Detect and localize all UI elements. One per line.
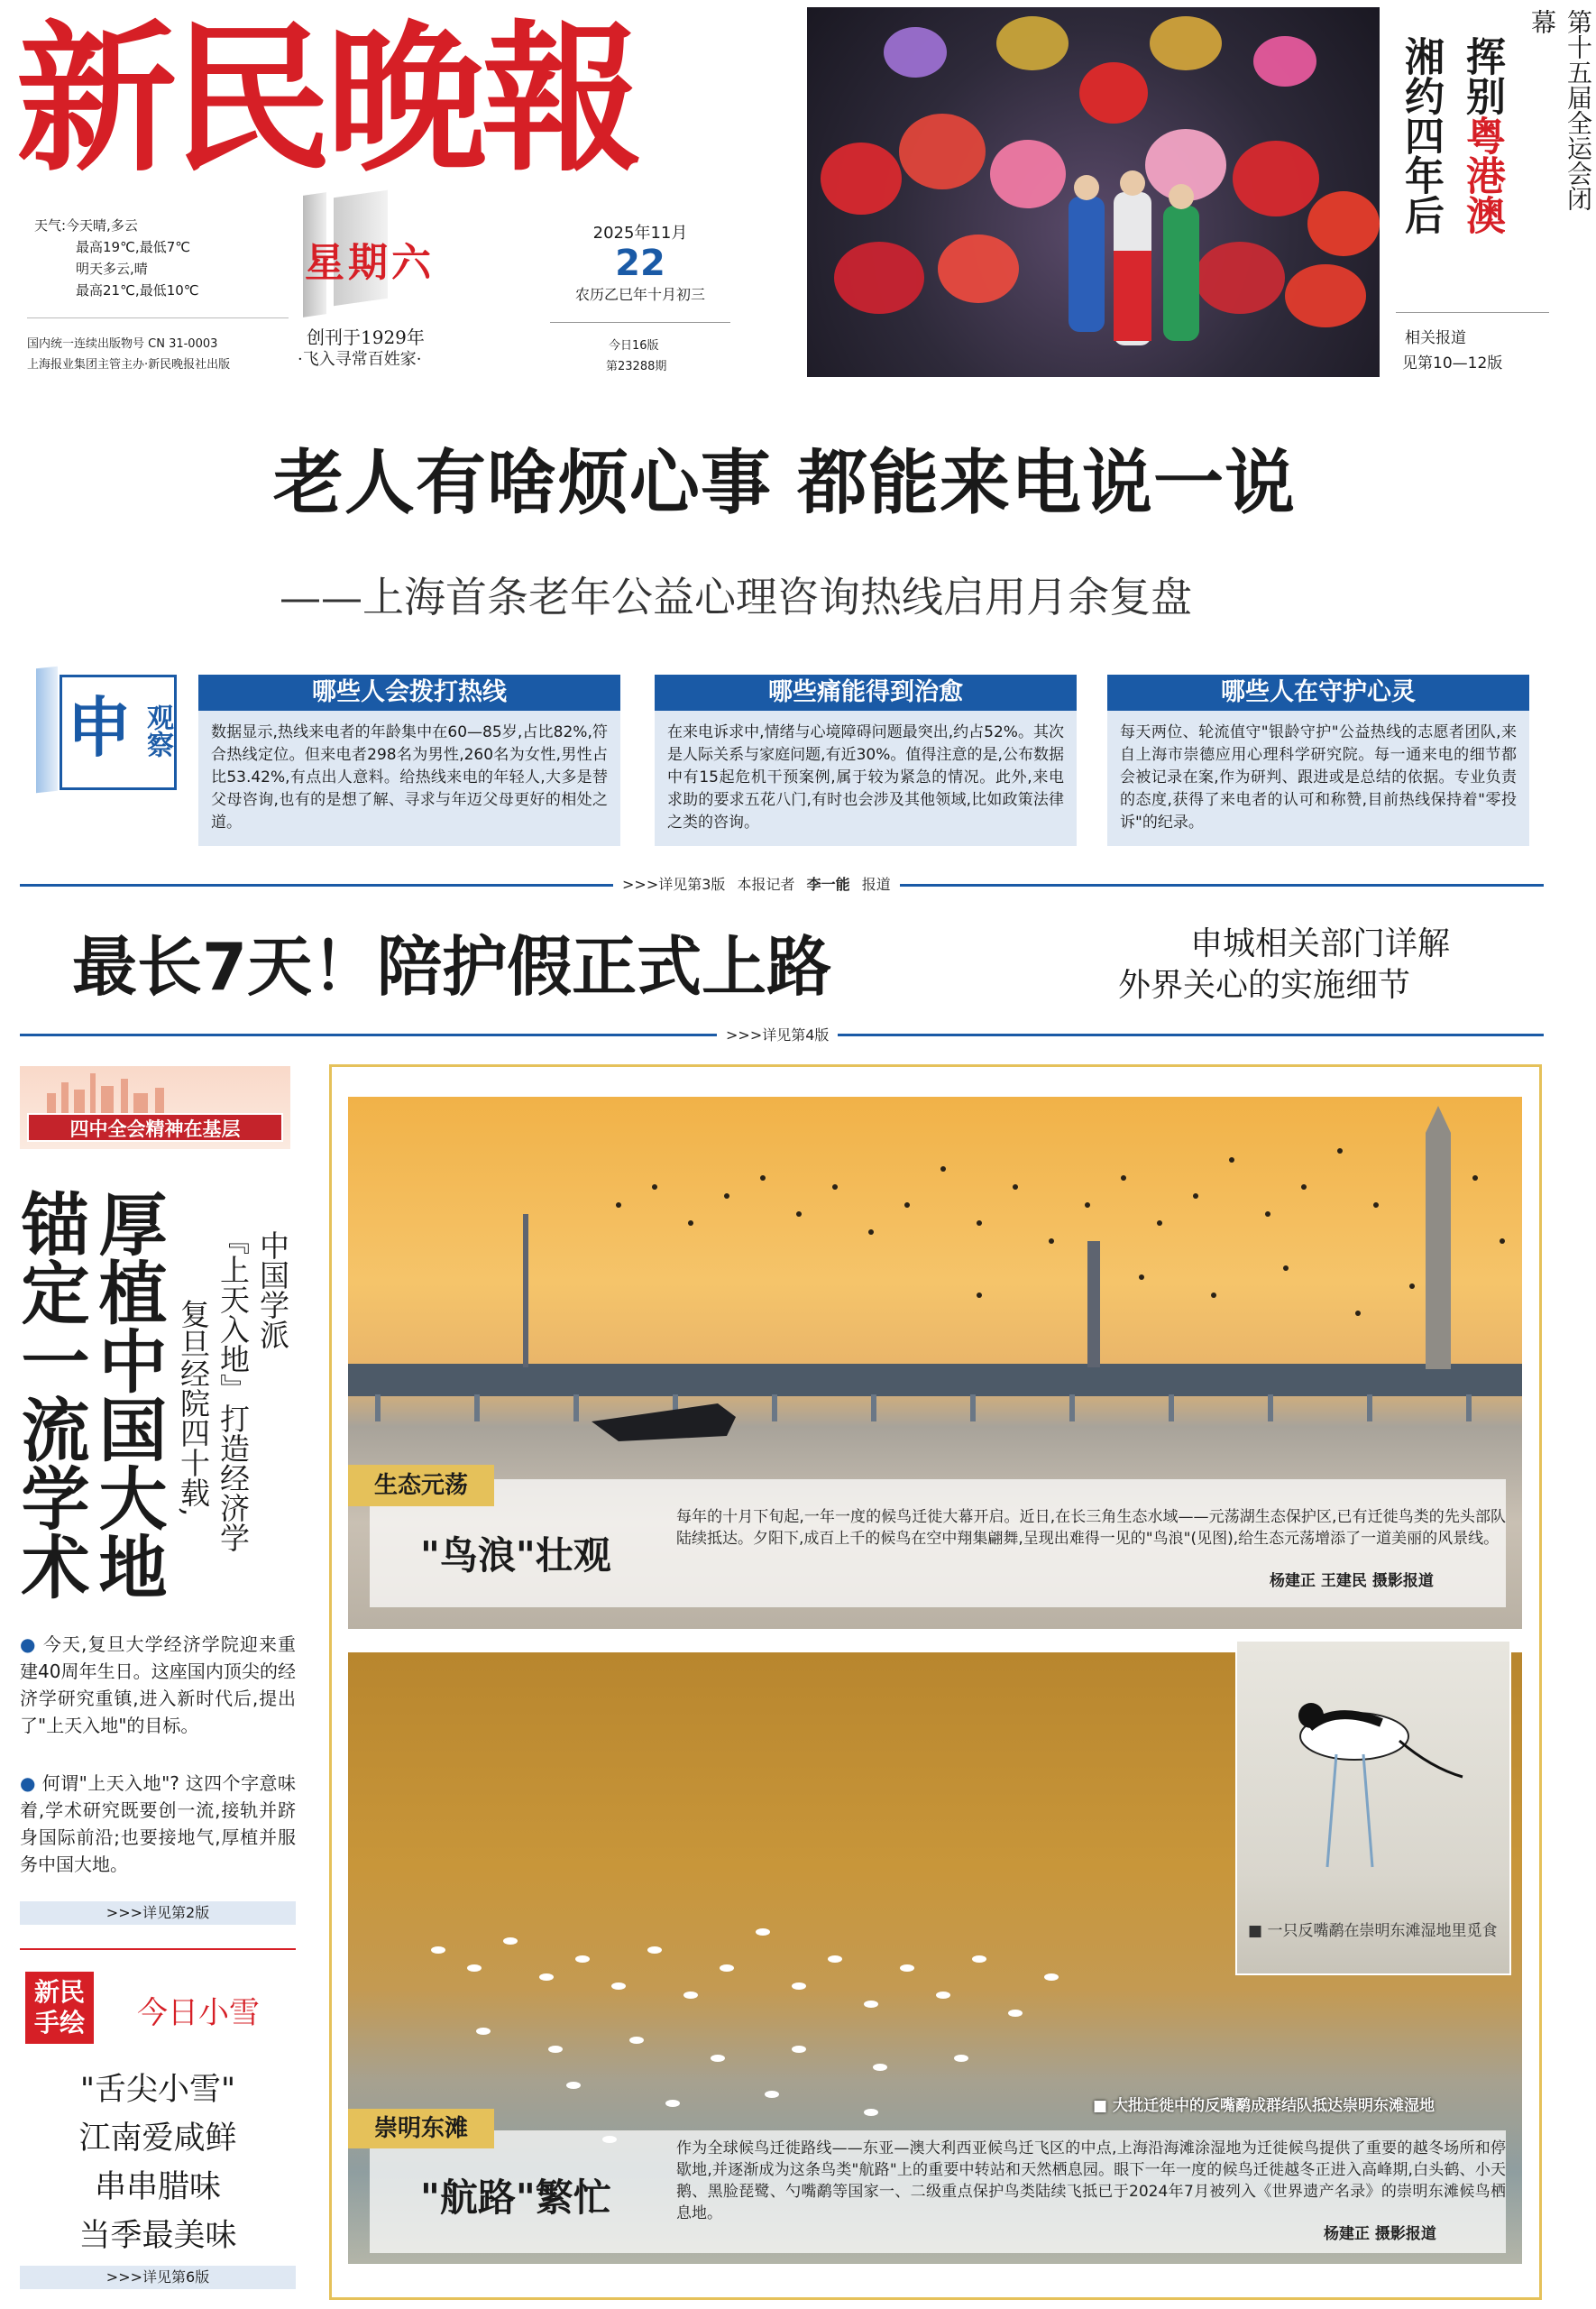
box3-title: 哪些人在守护心灵 — [1107, 675, 1529, 711]
main-photo-caption: ■ 大批迁徙中的反嘴鹬成群结队抵达崇明东滩湿地 — [1093, 2097, 1435, 2115]
left-para1: ● 今天,复旦大学经济学院迎来重建40周年生日。这座国内顶尖的经济学研究重镇,进入新时代后,提出了"上天入地"的目标。 — [20, 1633, 296, 1736]
issue-number: 第23288期 — [606, 360, 667, 373]
games-closing-vertical-title: 第十五届全运会闭幕 — [1527, 9, 1593, 211]
snow-line-3: 串串腊味 — [94, 2169, 221, 2205]
skyline-decoration — [20, 1066, 290, 1120]
byline-name: 李一能 — [806, 876, 850, 893]
photo2-title: "航路"繁忙 — [420, 2176, 611, 2220]
left-see-ref[interactable]: >>>详见第2版 — [20, 1901, 296, 1925]
second-deck-line2: 外界关心的实施细节 — [1118, 967, 1411, 1004]
left-para2-text: 何谓"上天入地"? 这四个字意味着,学术研究既要创一流,接轨并跻身国际前沿;也要接地气,厚植并服务中国大地。 — [20, 1772, 296, 1875]
second-headline: 最长7天！陪护假正式上路 — [72, 929, 832, 1005]
cn-number: 国内统一连续出版物号 CN 31-0003 — [27, 337, 218, 351]
shen-observation-badge — [36, 667, 180, 794]
related-label[interactable]: 相关报道 — [1405, 329, 1466, 347]
masthead-title: 新民晚報 — [16, 5, 637, 193]
top-story-line2: 湘约四年后 — [1398, 36, 1444, 235]
photo1-tag: 生态元荡 — [348, 1465, 494, 1506]
weekday: 星期六 — [305, 240, 435, 286]
lunar-date: 农历乙巳年十月初三 — [574, 286, 705, 303]
section-tag-box — [20, 1066, 290, 1149]
date-block — [546, 220, 735, 304]
pages-count: 今日16版 — [609, 339, 659, 353]
snow-title: 今日小雪 — [137, 1995, 260, 2031]
section-tag: 四中全会精神在基层 — [27, 1113, 283, 1142]
inset-caption: ■ 一只反嘴鹬在崇明东滩湿地里觅食 — [1248, 1922, 1498, 1940]
badge-big-char: 申 — [67, 690, 133, 766]
snow-line-1: "舌尖小雪" — [79, 2072, 236, 2108]
left-headline-col1: 厚植中国大地 — [87, 1189, 168, 1600]
top-story-line1-prefix: 挥别 — [1459, 36, 1505, 115]
closing-ceremony-photo — [807, 7, 1380, 377]
left-deck-col1: 中国学派 — [255, 1230, 290, 1349]
hand-drawn-badge-text: 新民手绘 — [33, 1977, 85, 2038]
badge-small-chars: 观察 — [142, 704, 173, 758]
left-deck-col2: 『上天入地』打造经济学 — [216, 1225, 251, 1552]
slogan: ·飞入寻常百姓家· — [298, 350, 422, 369]
box2-body: 在来电诉求中,情绪与心境障碍问题最突出,约占52%。其次是人际关系与家庭问题,有近30%。值得注意的是,公布数据中有15起危机干预案例,属于较为紧急的情况。此外,来电求助的要求五花八门,有时也会涉及其他领域,比如政策法律之类的咨询。 — [655, 711, 1077, 846]
box1-title: 哪些人会拨打热线 — [198, 675, 620, 711]
snow-line-2: 江南爱咸鲜 — [78, 2120, 237, 2157]
photo1-credit: 杨建正 王建民 摄影报道 — [1270, 1572, 1434, 1590]
hand-drawn-badge — [25, 1972, 94, 2044]
photo1-caption: 每年的十月下旬起,一年一度的候鸟迁徙大幕开启。近日,在长三角生态水域——元荡湖生态保护区,已有迁徙鸟类的先头部队陆续抵达。夕阳下,成百上千的候鸟在空中翔集翩舞,呈现出难得一见的"鸟浪"(见图),给生态元荡增添了一道美丽的风景线。 — [676, 1508, 1506, 1548]
byline-label: 本报记者 — [737, 876, 795, 893]
box3-body: 每天两位、轮流值守"银龄守护"公益热线的志愿者团队,来自上海市崇德应用心理科学研究院。每一通来电的细节都会被记录在案,作为研判、跟进或是总结的依据。专业负责的态度,获得了来电者的认可和称赞,目前热线保持着"零投诉"的纪录。 — [1107, 711, 1529, 846]
related-pages[interactable]: 见第10—12版 — [1402, 354, 1503, 373]
headline-see-ref[interactable]: >>>详见第3版 — [622, 876, 726, 893]
founded: 创刊于1929年 — [307, 327, 425, 348]
headline-see-ref-line[interactable] — [613, 873, 900, 894]
left-headline-col2: 锚定一流学术 — [10, 1189, 90, 1600]
weekday-card — [298, 194, 455, 320]
main-headline: 老人有啥烦心事 都能来电说一说 — [272, 443, 1297, 524]
left-para2: ● 何谓"上天入地"? 这四个字意味着,学术研究既要创一流,接轨并跻身国际前沿;也要接地气,厚植并服务中国大地。 — [20, 1772, 296, 1875]
weather-tomorrow-label: 明天多云,晴 — [76, 261, 148, 277]
date-line: 2025年11月 — [592, 224, 688, 243]
photo2-credit: 杨建正 摄影报道 — [1324, 2225, 1436, 2243]
left-deck-col3: 复旦经院四十载, — [176, 1299, 211, 1517]
snow-lines — [20, 2065, 296, 2260]
photo2-tag: 崇明东滩 — [348, 2109, 494, 2148]
top-story-line1 — [1456, 36, 1507, 235]
snow-see-ref[interactable]: >>>详见第6版 — [20, 2266, 296, 2289]
box2-title: 哪些痛能得到治愈 — [655, 675, 1077, 711]
main-subheadline: ——上海首条老年公益心理咨询热线启用月余复盘 — [280, 573, 1192, 621]
box1-body: 数据显示,热线来电者的年龄集中在60—85岁,占比82%,符合热线定位。但来电者298名为男性,260名为女性,男性占比53.42%,有点出人意料。给热线来电的年轻人,大多是替父母咨询,也有的是想了解、寻求与年迈父母更好的相处之道。 — [198, 711, 620, 846]
photo1-title: "鸟浪"壮观 — [420, 1533, 611, 1578]
day-number: 22 — [615, 243, 665, 284]
weather-today-label: 天气:今天晴,多云 — [34, 217, 138, 234]
photo2-caption: 作为全球候鸟迁徙路线——东亚—澳大利西亚候鸟迁飞区的中点,上海沿海滩涂湿地为迁徙候鸟提供了重要的越冬场所和停歇地,并逐渐成为这条鸟类"航路"上的重要中转站和天然栖息园。眼下一年一度的候鸟迁徙越冬正进入高峰期,白头鹤、小天鹅、黑脸琵鹭、勺嘴鹬等国家一、二级重点保护鸟类陆续飞抵已于2024年7月被列入《世界遗产名录》的崇明东滩候鸟栖息地。 — [676, 2139, 1506, 2222]
snow-line-4: 当季最美味 — [78, 2218, 237, 2254]
publisher: 上海报业集团主管主办·新民晚报社出版 — [27, 358, 231, 372]
weather-today: 最高19℃,最低7℃ — [76, 239, 191, 255]
byline-suffix: 报道 — [861, 876, 891, 893]
weather-tomorrow: 最高21℃,最低10℃ — [76, 282, 199, 299]
second-deck-line1: 申城相关部门详解 — [1190, 925, 1451, 962]
top-story-line1-red: 粤港澳 — [1459, 115, 1505, 235]
second-see-ref[interactable]: >>>详见第4版 — [717, 1024, 838, 1044]
weather-block — [34, 215, 269, 301]
left-para1-text: 今天,复旦大学经济学院迎来重建40周年生日。这座国内顶尖的经济学研究重镇,进入新时代后,提出了"上天入地"的目标。 — [20, 1633, 296, 1736]
